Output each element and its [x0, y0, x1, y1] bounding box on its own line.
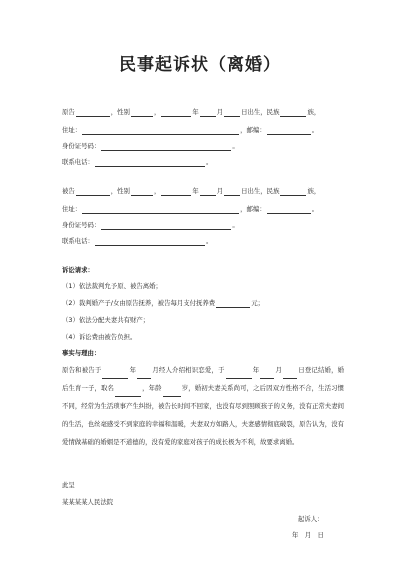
claim-item-3: （3）依法分配夫妻共有财产； — [62, 316, 150, 324]
closing-ci: 此呈 — [62, 481, 75, 489]
plaintiff-phone-line — [62, 158, 212, 167]
facts-text: 年 — [129, 366, 137, 374]
plaintiff-year-blank[interactable] — [161, 109, 191, 117]
marry-year-blank[interactable] — [226, 372, 252, 379]
defendant-ethnic-blank[interactable] — [280, 188, 306, 196]
marry-day-blank[interactable] — [283, 372, 297, 379]
plaintiff-gender-blank[interactable] — [131, 109, 153, 117]
claim-item-2-text: （2）裁判婚产子/女由原告抚养，被告每月支付抚养费 — [62, 299, 216, 307]
id-label: 身份证号码： — [62, 221, 101, 229]
claim-item-2 — [62, 299, 264, 308]
period: 。 — [205, 237, 213, 245]
defendant-year-blank[interactable] — [161, 188, 191, 196]
postcode-label: ，邮编： — [240, 126, 266, 134]
defendant-gender-blank[interactable] — [131, 188, 153, 196]
plaintiff-phone-blank[interactable] — [95, 159, 205, 167]
born-label: 日出生，民族 — [241, 187, 280, 195]
defendant-phone-blank[interactable] — [95, 238, 205, 246]
period: 。 — [232, 221, 239, 229]
date-line: 年 月 日 — [292, 531, 324, 539]
month-label: 月 — [216, 108, 224, 116]
facts-text: 日登记结婚，婚后生育一子，取名 — [62, 366, 345, 392]
child-name-blank[interactable] — [115, 390, 141, 397]
plaintiff-name-blank[interactable] — [76, 109, 110, 117]
met-year-blank[interactable] — [102, 372, 128, 379]
facts-text: 月经人介绍相识恋爱，于 — [152, 366, 225, 374]
period: 。 — [311, 126, 319, 134]
plaintiff-day-blank[interactable] — [224, 109, 240, 117]
claims-heading: 诉讼请求： — [62, 266, 94, 274]
separator: ， — [153, 108, 161, 116]
facts-text: 月 — [275, 366, 283, 374]
facts-paragraph — [62, 361, 344, 451]
postcode-label: ，邮编： — [240, 205, 266, 213]
defendant-name-blank[interactable] — [76, 188, 110, 196]
facts-text: 年 — [252, 366, 260, 374]
defendant-day-blank[interactable] — [224, 188, 240, 196]
page-title: 民事起诉状（离婚） — [119, 55, 281, 75]
claim-item-4: （4）诉讼费由被告负担。 — [62, 333, 137, 341]
phone-label: 联系电话： — [62, 158, 94, 166]
gender-label: ，性别 — [110, 187, 130, 195]
support-fee-blank[interactable] — [216, 300, 250, 308]
phone-label: 联系电话： — [62, 237, 94, 245]
period: 。 — [205, 158, 213, 166]
child-age-blank[interactable] — [163, 390, 181, 397]
plaintiff-info-line — [62, 108, 320, 117]
plaintiff-role: 原告 — [62, 108, 75, 116]
ethnic-end: 族， — [307, 187, 321, 195]
court-name: 某某某某人民法院 — [62, 498, 114, 506]
id-label: 身份证号码： — [62, 142, 101, 150]
plaintiff-id-line — [62, 142, 239, 151]
plaintiff-id-blank[interactable] — [101, 143, 231, 151]
year-label: 年 — [192, 108, 199, 116]
claim-item-1: （1）依法裁判允予原、被告离婚； — [62, 282, 162, 290]
defendant-info-line — [62, 187, 320, 196]
address-label: 住址： — [62, 205, 82, 213]
gender-label: ，性别 — [110, 108, 130, 116]
born-label: 日出生，民族 — [241, 108, 280, 116]
plaintiff-signature-label: 起诉人： — [298, 515, 324, 523]
plaintiff-ethnic-blank[interactable] — [280, 109, 306, 117]
period: 。 — [311, 205, 319, 213]
defendant-id-blank[interactable] — [101, 222, 231, 230]
ethnic-end: 族， — [307, 108, 321, 116]
defendant-address-blank[interactable] — [82, 206, 239, 214]
address-label: 住址： — [62, 126, 82, 134]
facts-text: ，年龄 — [141, 384, 162, 392]
facts-text: 岁，婚初夫妻关系尚可，之后因双方性格不合，生活习惯不同，经常为生活琐事产生纠纷，被告长时间不回家，也没有尽到照顾孩子的义务，没有正常夫妻间的生活，也丝毫感受不到家庭的幸福和温暖，夫妻双方如路人，夫妻感情彻底破裂，原告认为，没有爱情做基础的婚姻是不道德的，没有爱的家庭对孩子的成长极为不利，故要求离婚。 — [62, 384, 345, 446]
facts-heading: 事实与理由： — [62, 349, 101, 357]
defendant-month-blank[interactable] — [200, 188, 216, 196]
defendant-phone-line — [62, 237, 212, 246]
separator: ， — [153, 187, 161, 195]
met-month-blank[interactable] — [137, 372, 151, 379]
marry-month-blank[interactable] — [260, 372, 274, 379]
defendant-postcode-blank[interactable] — [267, 206, 311, 214]
month-label: 月 — [216, 187, 224, 195]
plaintiff-address-blank[interactable] — [82, 127, 239, 135]
claim-item-2-end: 元； — [251, 299, 264, 307]
plaintiff-month-blank[interactable] — [200, 109, 216, 117]
defendant-id-line — [62, 221, 239, 230]
defendant-address-line — [62, 205, 318, 214]
plaintiff-postcode-blank[interactable] — [267, 127, 311, 135]
year-label: 年 — [192, 187, 199, 195]
facts-text: 原告和被告于 — [62, 366, 102, 374]
plaintiff-address-line — [62, 126, 318, 135]
period: 。 — [232, 142, 239, 150]
defendant-role: 被告 — [62, 187, 75, 195]
